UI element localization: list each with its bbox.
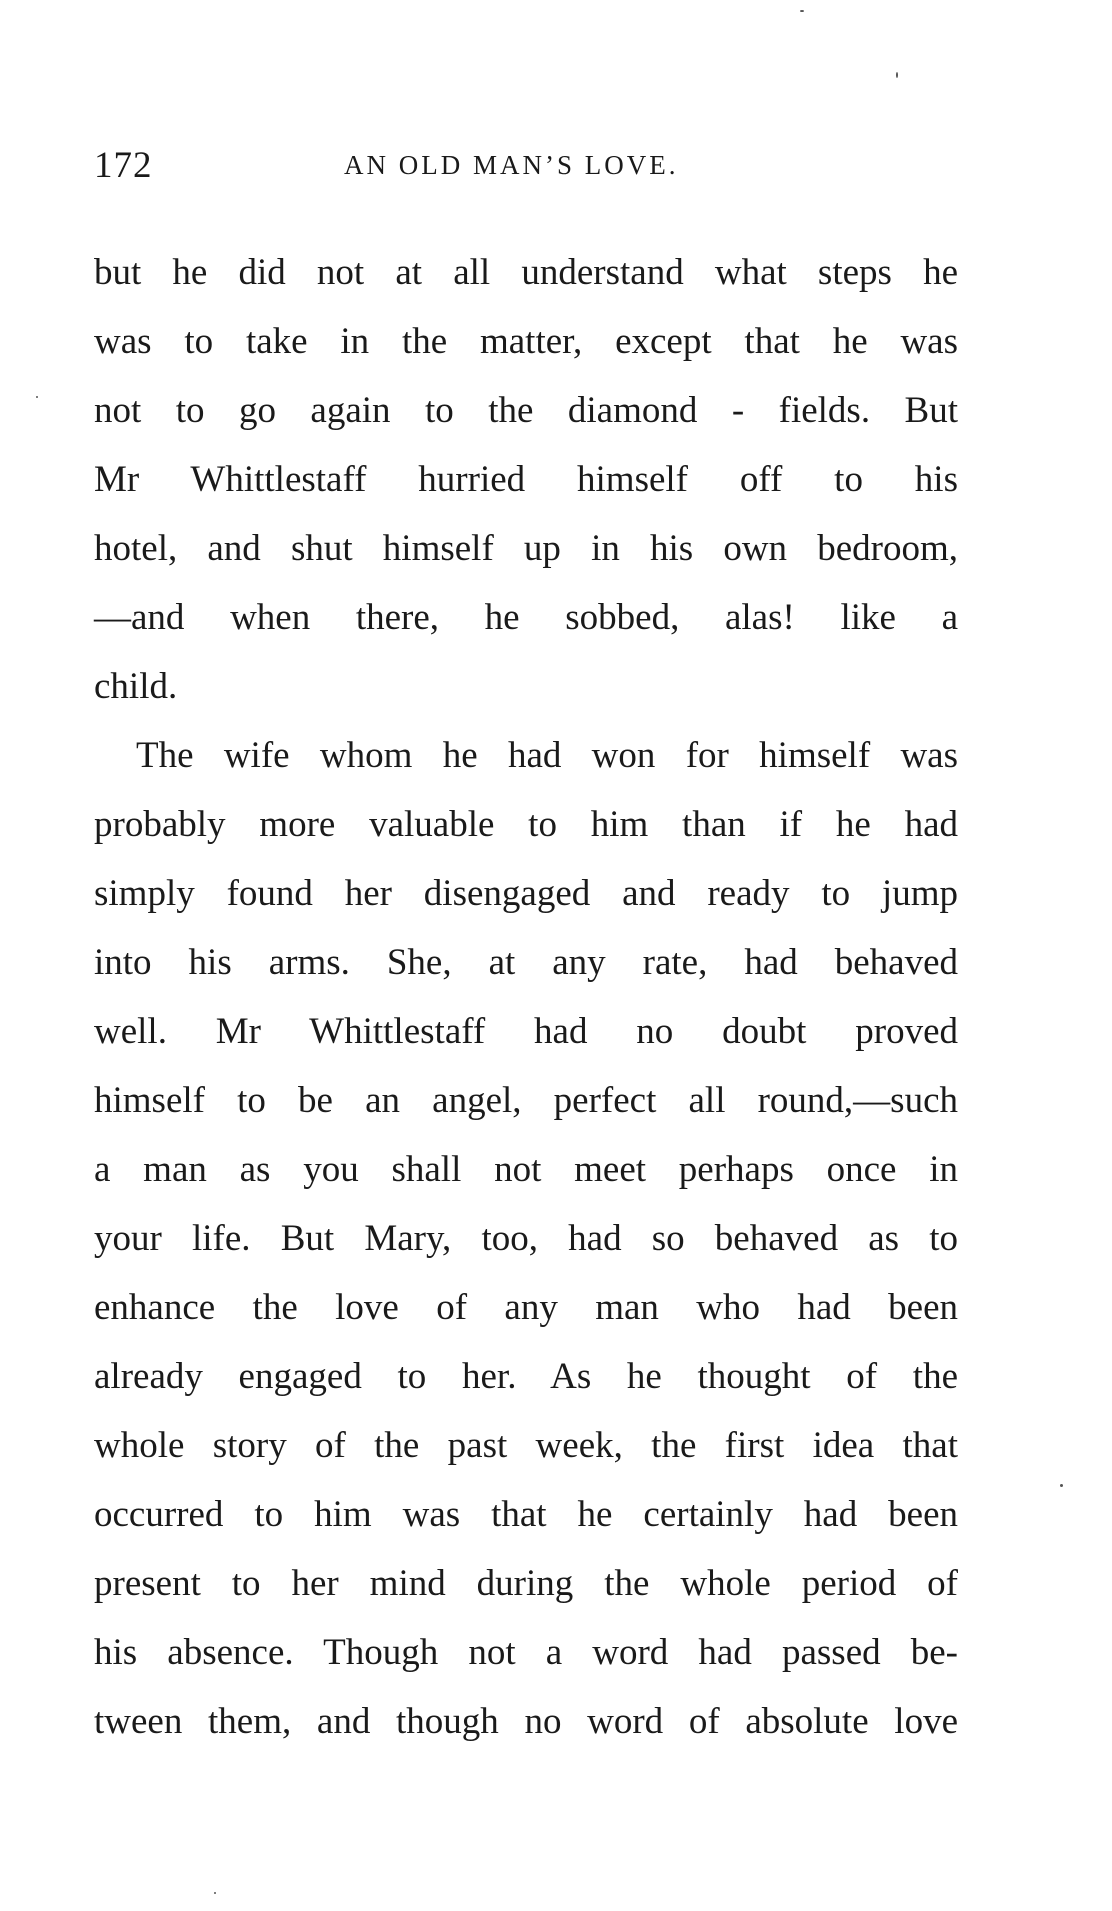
text-line: not to go again to the diamond - fields. But — [94, 390, 958, 431]
text-line: probably more valuable to him than if he had — [94, 804, 958, 845]
text-line: —and when there, he sobbed, alas! like a — [94, 597, 958, 638]
text-line: child. — [94, 666, 178, 707]
scan-speck — [214, 1892, 216, 1894]
text-line: well. Mr Whittlestaff had no doubt proved — [94, 1011, 958, 1052]
scan-speck — [36, 396, 38, 398]
text-line: simply found her disengaged and ready to jump — [94, 873, 958, 914]
paragraph-1 — [94, 238, 958, 721]
paragraph-2 — [94, 721, 958, 1756]
text-line: present to her mind during the whole period of — [94, 1563, 958, 1604]
text-line: his absence. Though not a word had passed be- — [94, 1632, 958, 1673]
text-line: tween them, and though no word of absolute love — [94, 1701, 958, 1742]
scan-speck — [800, 10, 804, 12]
page-header — [94, 144, 958, 194]
text-line: occurred to him was that he certainly had been — [94, 1494, 958, 1535]
text-line: hotel, and shut himself up in his own bedroom, — [94, 528, 958, 569]
text-line: The wife whom he had won for himself was — [136, 735, 958, 776]
scan-speck — [1060, 1484, 1063, 1487]
text-line: Mr Whittlestaff hurried himself off to his — [94, 459, 958, 500]
text-line: but he did not at all understand what steps he — [94, 252, 958, 293]
text-line: into his arms. She, at any rate, had behaved — [94, 942, 958, 983]
text-line: already engaged to her. As he thought of the — [94, 1356, 958, 1397]
text-line: was to take in the matter, except that he was — [94, 321, 958, 362]
text-line: your life. But Mary, too, had so behaved as to — [94, 1218, 958, 1259]
running-title: AN OLD MAN’S LOVE. — [344, 150, 679, 180]
text-line: whole story of the past week, the first idea that — [94, 1425, 958, 1466]
body-text — [94, 238, 958, 1756]
text-line: a man as you shall not meet perhaps once in — [94, 1149, 958, 1190]
scan-speck — [896, 72, 898, 78]
page-number: 172 — [94, 145, 153, 186]
text-line: enhance the love of any man who had been — [94, 1287, 958, 1328]
text-line: himself to be an angel, perfect all round,—such — [94, 1080, 958, 1121]
